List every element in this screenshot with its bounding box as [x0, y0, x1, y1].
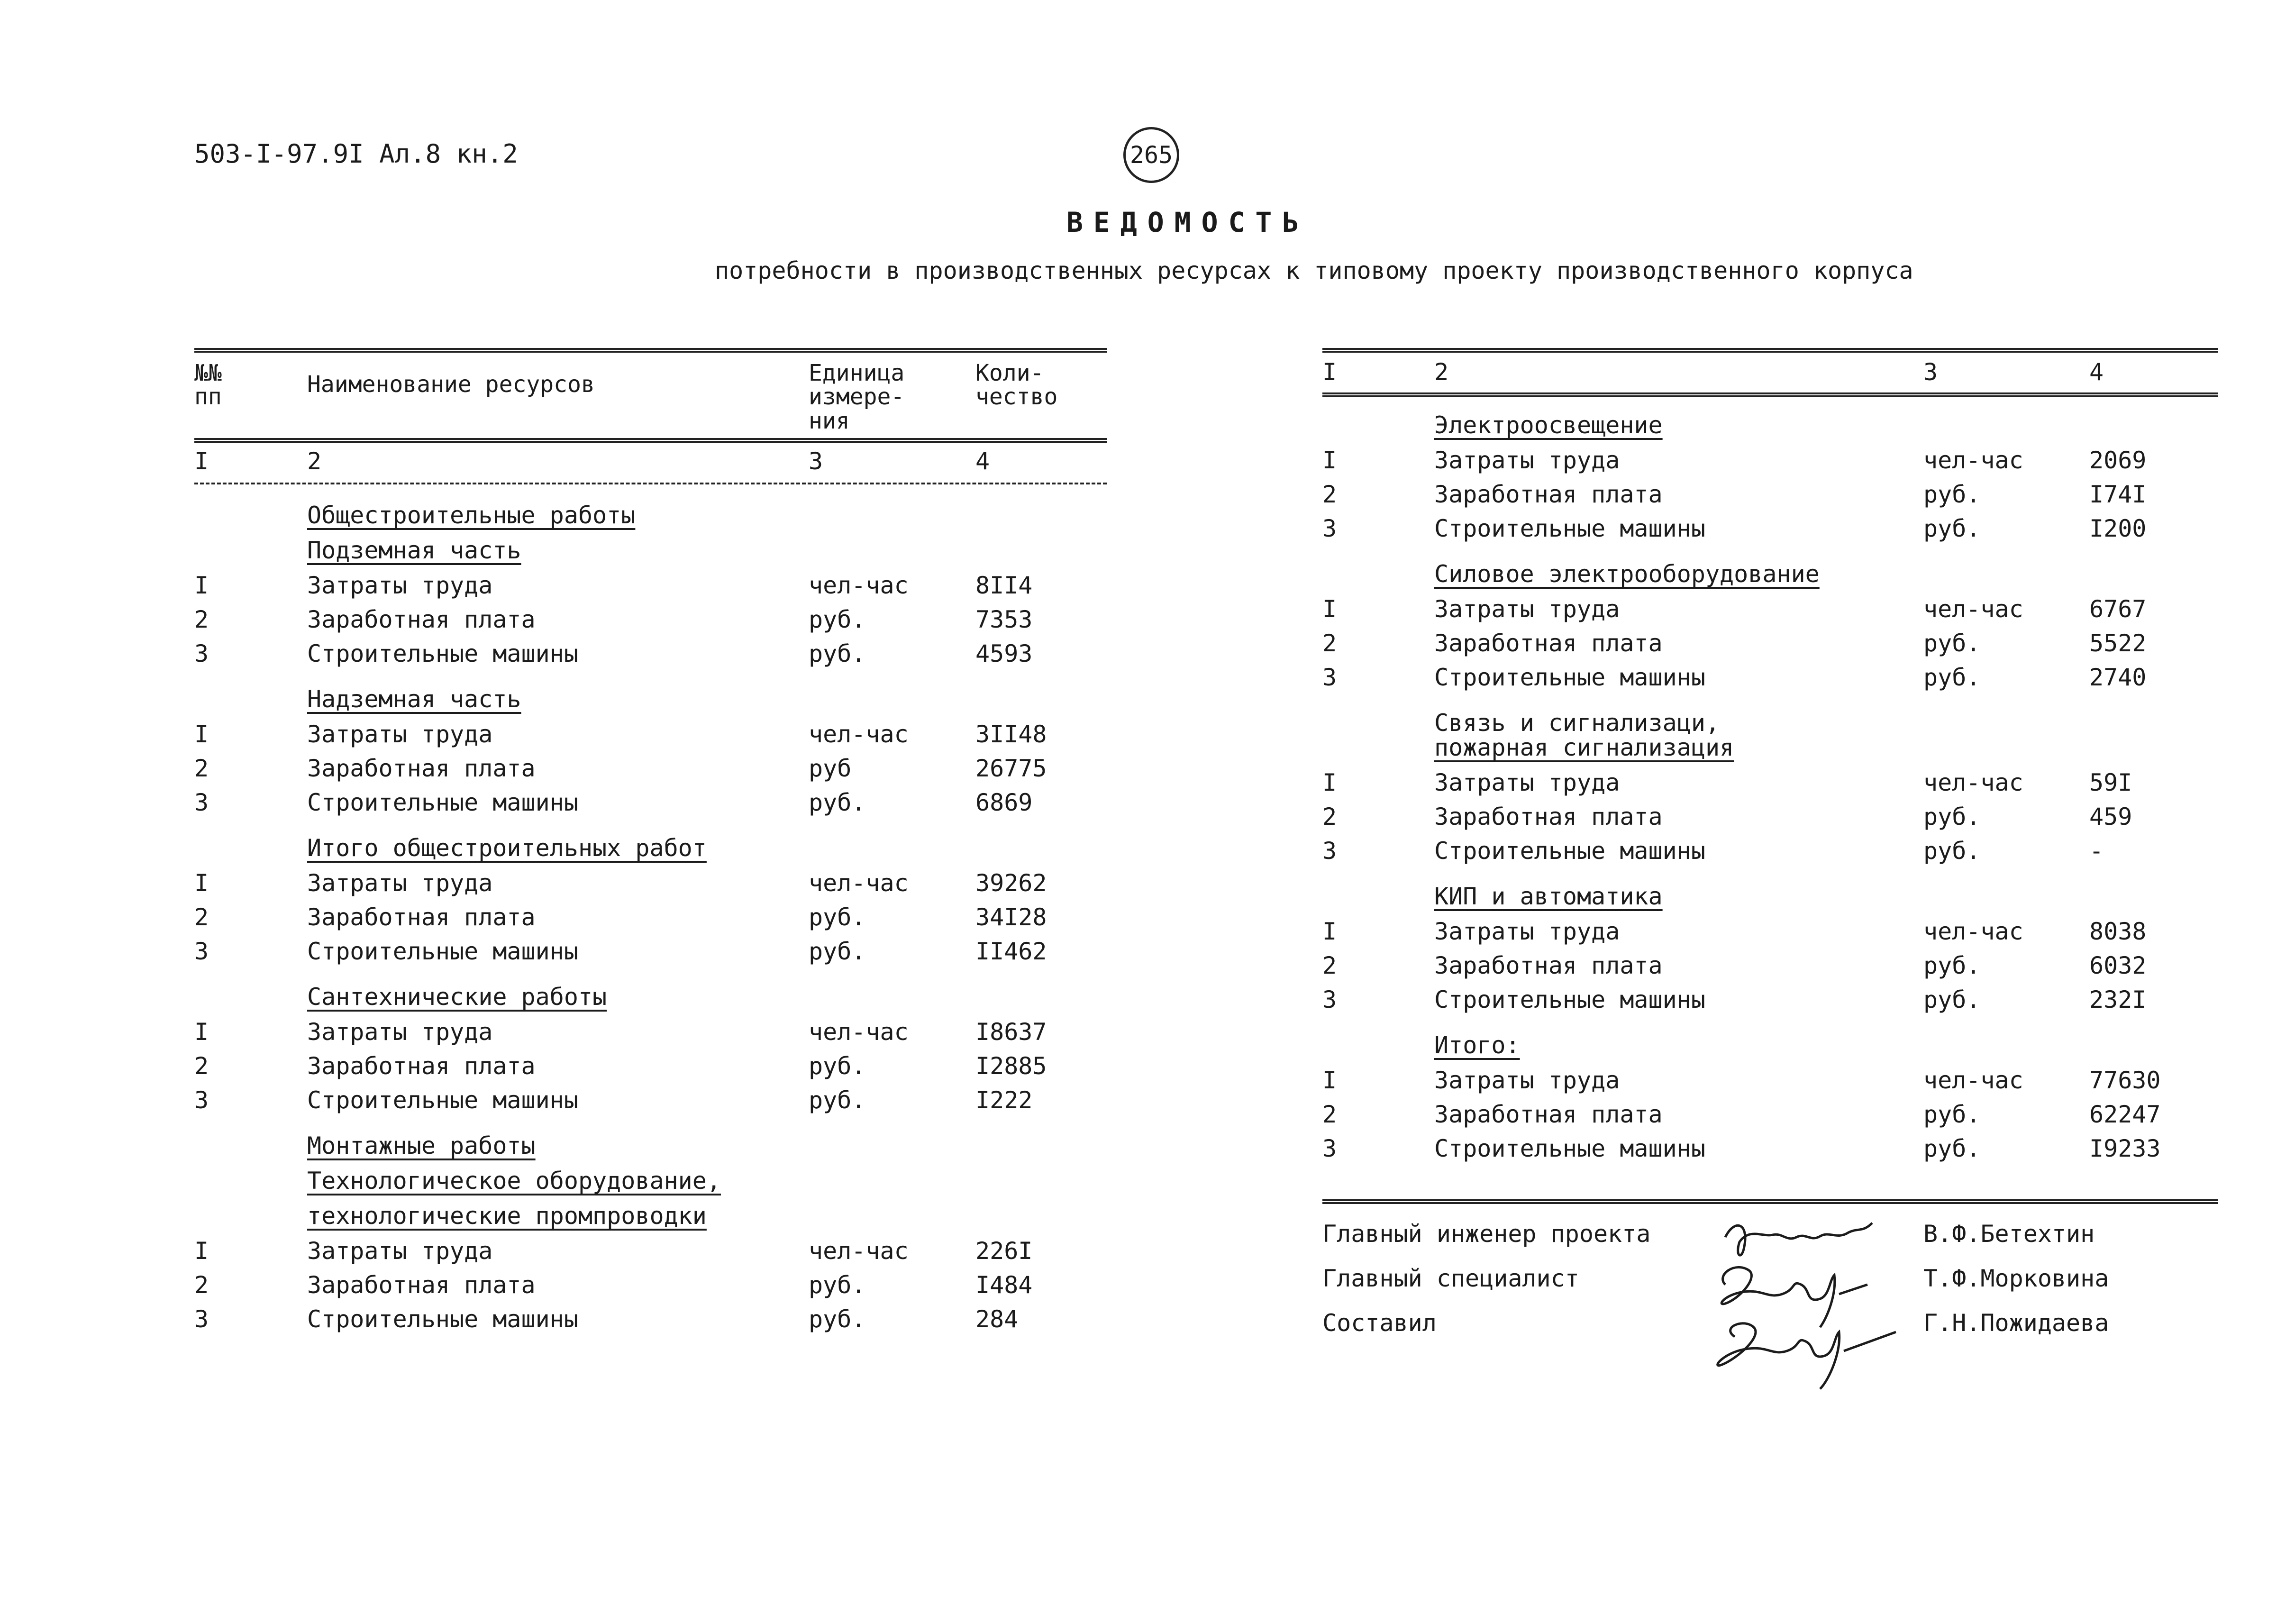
row-number: 3 — [1322, 1135, 1337, 1162]
unit: руб. — [809, 789, 866, 816]
row-number: I — [194, 1237, 209, 1265]
quantity: 26775 — [975, 755, 1047, 782]
resource-name: Затраты труда — [1434, 447, 1620, 474]
unit: руб — [809, 755, 852, 782]
quantity: 8II4 — [975, 572, 1033, 599]
left-header-unit: Единица измере- ния — [809, 360, 905, 434]
row-number: 2 — [1322, 481, 1337, 508]
unit: руб. — [809, 903, 866, 931]
quantity: I9233 — [2089, 1135, 2161, 1162]
quantity: 34I28 — [975, 903, 1047, 931]
resource-name: Строительные машины — [1434, 837, 1705, 865]
left_table-section-0-title-1: Подземная часть — [307, 537, 521, 564]
row-number: I — [1322, 918, 1337, 945]
row-number: 2 — [1322, 1101, 1337, 1128]
row-number: 2 — [1322, 952, 1337, 979]
page-number: 265 — [1129, 141, 1173, 169]
resource-name: Затраты труда — [307, 721, 493, 748]
resource-name: Затраты труда — [307, 572, 493, 599]
unit: чел-час — [809, 1018, 909, 1046]
quantity: II462 — [975, 938, 1047, 965]
resource-name: Заработная плата — [307, 606, 536, 633]
row-number: I — [1322, 447, 1337, 474]
row-number: 2 — [194, 1052, 209, 1080]
left-table-top-rule — [194, 348, 1107, 353]
left-colnum-4: 4 — [975, 447, 990, 475]
row-number: 2 — [194, 755, 209, 782]
quantity: I222 — [975, 1086, 1033, 1114]
signature-scrawl-3 — [1718, 1323, 1896, 1389]
quantity: 284 — [975, 1305, 1019, 1333]
quantity: 6032 — [2089, 952, 2147, 979]
left-colnum-3: 3 — [809, 447, 823, 475]
resource-name: Заработная плата — [1434, 481, 1663, 508]
resource-name: Затраты труда — [1434, 595, 1620, 623]
signature-scrawl-1 — [1725, 1223, 1872, 1255]
left-table-colnum-rule — [194, 483, 1107, 484]
unit: чел-час — [1923, 769, 2023, 796]
row-number: I — [194, 572, 209, 599]
signature-role-3: Составил — [1322, 1309, 1437, 1337]
unit: руб. — [1923, 803, 1981, 830]
resource-name: Строительные машины — [1434, 664, 1705, 691]
resource-name: Заработная плата — [1434, 952, 1663, 979]
right-colnum-4: 4 — [2089, 358, 2104, 386]
row-number: I — [1322, 1067, 1337, 1094]
signature-name-3: Г.Н.Пожидаева — [1923, 1309, 2109, 1337]
quantity: 226I — [975, 1237, 1033, 1265]
quantity: I8637 — [975, 1018, 1047, 1046]
resource-name: Строительные машины — [307, 1086, 578, 1114]
unit: руб. — [1923, 1135, 1981, 1162]
row-number: I — [194, 721, 209, 748]
quantity: 4593 — [975, 640, 1033, 667]
unit: чел-час — [809, 1237, 909, 1265]
resource-name: Строительные машины — [307, 789, 578, 816]
left_table-section-4-title-2: технологические промпроводки — [307, 1202, 707, 1230]
row-number: 3 — [1322, 664, 1337, 691]
left-table-header-rule — [194, 438, 1107, 443]
quantity: I484 — [975, 1271, 1033, 1299]
row-number: 3 — [194, 640, 209, 667]
resource-name: Строительные машины — [1434, 1135, 1705, 1162]
handwritten-signatures — [1706, 1209, 1905, 1408]
left-header-num: №№ пп — [194, 360, 222, 411]
unit: чел-час — [1923, 595, 2023, 623]
resource-name: Строительные машины — [307, 640, 578, 667]
right_table-section-4-title-0: Итого: — [1434, 1031, 1520, 1059]
row-number: 2 — [1322, 630, 1337, 657]
unit: чел-час — [809, 572, 909, 599]
signature-role-2: Главный специалист — [1322, 1265, 1579, 1292]
unit: руб. — [1923, 837, 1981, 865]
row-number: 3 — [1322, 986, 1337, 1013]
resource-name: Заработная плата — [1434, 803, 1663, 830]
unit: руб. — [809, 1305, 866, 1333]
quantity: 3II48 — [975, 721, 1047, 748]
unit: руб. — [1923, 986, 1981, 1013]
document-code: 503-I-97.9I Ал.8 кн.2 — [194, 139, 518, 169]
resource-name: Затраты труда — [1434, 1067, 1620, 1094]
right-colnum-1: I — [1322, 358, 1337, 386]
resource-name: Строительные машины — [307, 1305, 578, 1333]
right_table-section-2-title-0: пожарная сигнализация — [1434, 734, 1734, 761]
signature-scrawl-2 — [1721, 1267, 1867, 1327]
resource-name: Заработная плата — [307, 1271, 536, 1299]
unit: руб. — [1923, 664, 1981, 691]
signature-name-2: Т.Ф.Морковина — [1923, 1265, 2109, 1292]
left-colnum-1: I — [194, 447, 209, 475]
unit: руб. — [809, 938, 866, 965]
quantity: 5522 — [2089, 630, 2147, 657]
row-number: 3 — [194, 938, 209, 965]
left_table-section-1-title-0: Надземная часть — [307, 685, 521, 713]
unit: руб. — [809, 1052, 866, 1080]
unit: руб. — [809, 1271, 866, 1299]
resource-name: Заработная плата — [307, 755, 536, 782]
quantity: - — [2089, 837, 2104, 865]
right-colnum-2: 2 — [1434, 358, 1449, 386]
row-number: 3 — [1322, 837, 1337, 865]
resource-name: Затраты труда — [307, 1237, 493, 1265]
quantity: 59I — [2089, 769, 2132, 796]
row-number: I — [194, 869, 209, 897]
resource-name: Затраты труда — [1434, 918, 1620, 945]
page-number-circle — [1123, 127, 1179, 183]
unit: руб. — [1923, 515, 1981, 542]
row-number: 2 — [194, 903, 209, 931]
resource-name: Строительные машины — [1434, 986, 1705, 1013]
row-number: I — [194, 1018, 209, 1046]
unit: чел-час — [809, 721, 909, 748]
row-number: 3 — [194, 1305, 209, 1333]
unit: руб. — [1923, 481, 1981, 508]
resource-name: Затраты труда — [307, 1018, 493, 1046]
right-colnum-3: 3 — [1923, 358, 1938, 386]
unit: руб. — [809, 1086, 866, 1114]
left_table-section-3-title-0: Сантехнические работы — [307, 983, 607, 1011]
quantity: 62247 — [2089, 1101, 2161, 1128]
resource-name: Затраты труда — [307, 869, 493, 897]
left_table-section-0-title-0: Общестроительные работы — [307, 502, 636, 529]
page-subtitle: потребности в производственных ресурсах к типовому проекту производственного корпуса — [715, 257, 1913, 284]
unit: чел-час — [809, 869, 909, 897]
unit: руб. — [1923, 630, 1981, 657]
right_table-section-0-title-0: Электроосвещение — [1434, 411, 1663, 439]
quantity: 2740 — [2089, 664, 2147, 691]
quantity: 77630 — [2089, 1067, 2161, 1094]
signature-name-1: В.Ф.Бетехтин — [1923, 1220, 2095, 1248]
left_table-section-4-title-0: Монтажные работы — [307, 1132, 536, 1159]
left_table-section-4-title-1: Технологическое оборудование, — [307, 1167, 721, 1195]
row-number: 2 — [1322, 803, 1337, 830]
resource-name: Заработная плата — [307, 903, 536, 931]
row-number: 2 — [194, 606, 209, 633]
quantity: 8038 — [2089, 918, 2147, 945]
quantity: 6869 — [975, 789, 1033, 816]
quantity: 459 — [2089, 803, 2132, 830]
quantity: I74I — [2089, 481, 2147, 508]
resource-name: Заработная плата — [1434, 1101, 1663, 1128]
right-table-top-rule — [1322, 348, 2218, 353]
left-header-qty: Коли- чество — [975, 360, 1058, 411]
row-number: I — [1322, 769, 1337, 796]
right_table-section-1-title-0: Силовое электрооборудование — [1434, 560, 1820, 588]
unit: руб. — [809, 606, 866, 633]
row-number: 3 — [194, 789, 209, 816]
quantity: I200 — [2089, 515, 2147, 542]
quantity: 232I — [2089, 986, 2147, 1013]
row-number: 3 — [194, 1086, 209, 1114]
left-header-name: Наименование ресурсов — [307, 371, 595, 398]
right-table-header-rule — [1322, 392, 2218, 397]
unit: чел-час — [1923, 918, 2023, 945]
unit: чел-час — [1923, 1067, 2023, 1094]
resource-name: Заработная плата — [307, 1052, 536, 1080]
left-colnum-2: 2 — [307, 447, 322, 475]
unit: руб. — [1923, 952, 1981, 979]
row-number: 3 — [1322, 515, 1337, 542]
unit: чел-час — [1923, 447, 2023, 474]
quantity: 2069 — [2089, 447, 2147, 474]
resource-name: Затраты труда — [1434, 769, 1620, 796]
quantity: 39262 — [975, 869, 1047, 897]
unit: руб. — [1923, 1101, 1981, 1128]
resource-name: Строительные машины — [1434, 515, 1705, 542]
row-number: I — [1322, 595, 1337, 623]
quantity: 6767 — [2089, 595, 2147, 623]
right-table-bottom-rule — [1322, 1199, 2218, 1204]
resource-name: Заработная плата — [1434, 630, 1663, 657]
quantity: 7353 — [975, 606, 1033, 633]
row-number: 2 — [194, 1271, 209, 1299]
right_table-section-2-title-plain: Связь и сигнализаци, — [1434, 709, 1720, 737]
unit: руб. — [809, 640, 866, 667]
signature-role-1: Главный инженер проекта — [1322, 1220, 1651, 1248]
right_table-section-3-title-0: КИП и автоматика — [1434, 883, 1663, 910]
resource-name: Строительные машины — [307, 938, 578, 965]
page-title: ВЕДОМОСТЬ — [1066, 206, 1310, 238]
quantity: I2885 — [975, 1052, 1047, 1080]
left_table-section-2-title-0: Итого общестроительных работ — [307, 834, 707, 862]
